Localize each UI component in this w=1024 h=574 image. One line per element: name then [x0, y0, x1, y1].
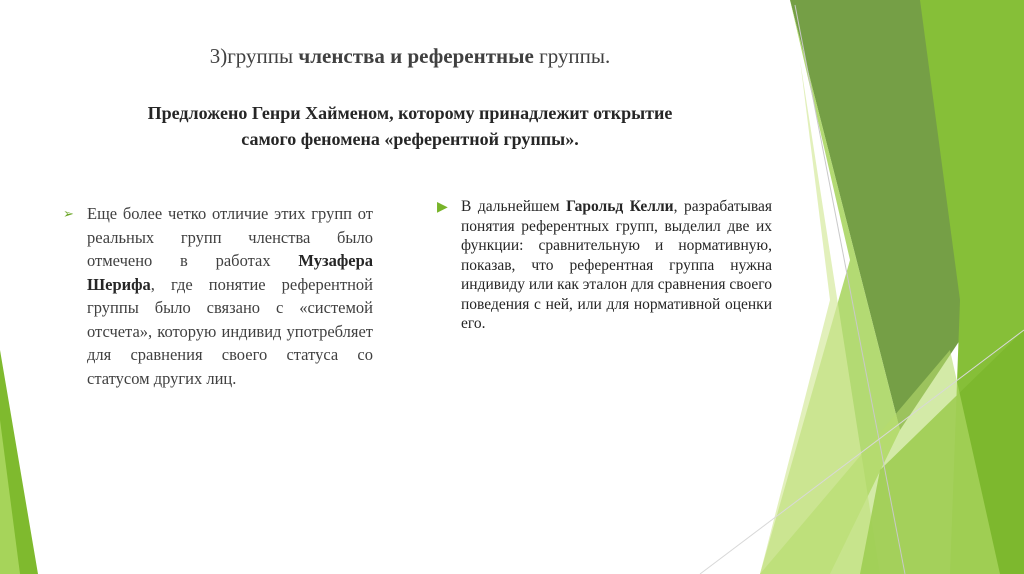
right-text-bold: Гарольд Келли [566, 198, 674, 215]
left-column-text [87, 202, 373, 390]
right-text-after: , разрабатывая понятия референтных групп, выделил две их функции: сравнительную и нормативную, показав, что референтная группа нужна индивиду или как эталон для сравнения своего поведения с ней, или для нормативной оценки его. [461, 198, 773, 332]
arrow-bullet-icon: ➢ [63, 206, 74, 221]
left-text-bold: Музафера Шерифа [87, 251, 373, 294]
slide-title [0, 44, 820, 69]
triangle-bullet-icon: ▶ [437, 200, 448, 215]
slide-subtitle [60, 100, 760, 152]
subtitle-line-2: самого феномена «референтной группы». [241, 129, 579, 149]
right-text-before: В дальнейшем [461, 198, 567, 215]
subtitle-line-1: Предложено Генри Хайменом, которому принадлежит открытие [147, 103, 673, 123]
title-prefix: 3)группы [209, 44, 299, 68]
right-column-text [461, 197, 772, 334]
title-bold: членства и референтные [298, 44, 534, 68]
title-suffix: группы. [533, 44, 611, 68]
left-text-after: , где понятие референтной группы было связано с «системой отсчета», которую индивид употребляет для сравнения своего статуса со статусом других лиц. [87, 274, 373, 388]
left-text-before: Еще более четко отличие этих групп от реальных групп членства было отмечено в работах [87, 204, 373, 270]
